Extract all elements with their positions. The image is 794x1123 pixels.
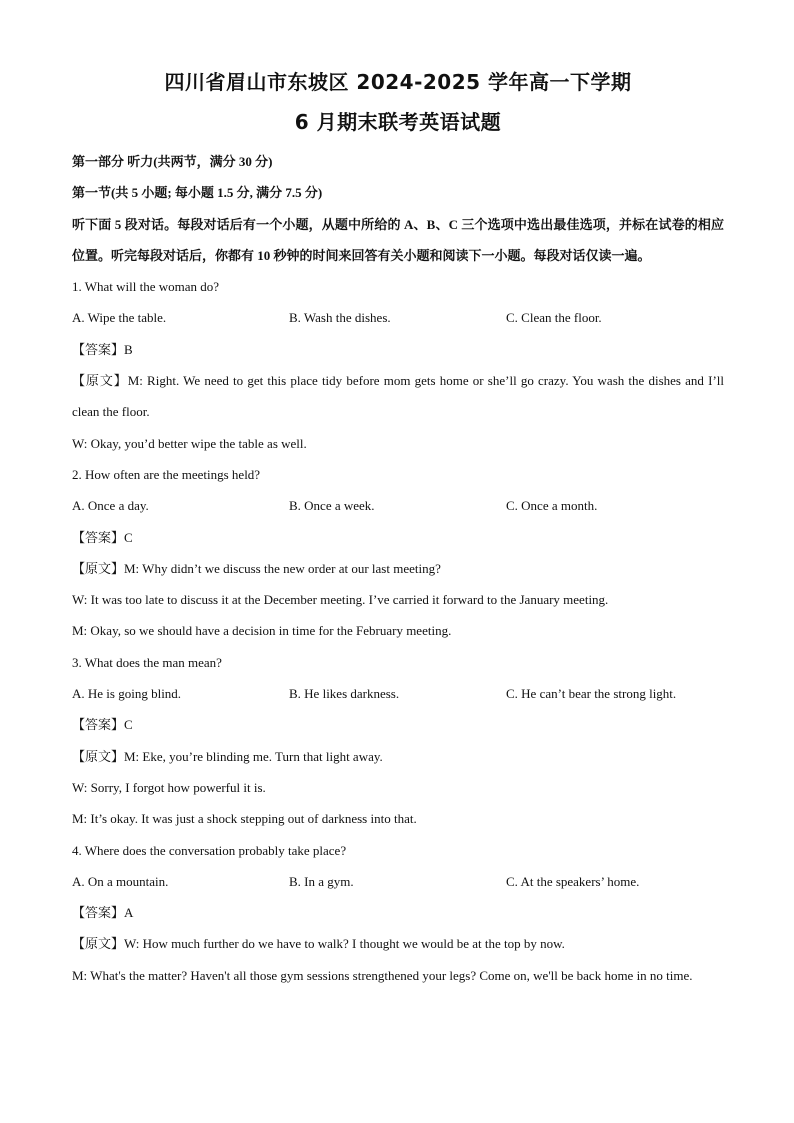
transcript-line: 【原文】W: How much further do we have to walk? I thought we would be at the top by now. [72,936,565,952]
option-a: A. On a mountain. [72,873,169,889]
transcript-line: 【原文】M: Right. We need to get this place tidy before mom gets home or she’ll go crazy. You wash the dishes and I’ll clean the floor. [72,373,724,420]
question-1: 1. What will the woman do? [72,279,220,295]
option-c: C. Once a month. [506,498,598,514]
transcript-line: M: It’s okay. It was just a shock stepping out of darkness into that. [72,811,417,827]
options-1 [72,302,724,333]
option-b: B. In a gym. [289,873,354,889]
transcript-line: W: It was too late to discuss it at the December meeting. I’ve carried it forward to the January meeting. [72,592,609,608]
option-c: C. Clean the floor. [506,310,602,326]
document-page [72,64,724,991]
title-line-2: 6 月期末联考英语试题 [294,110,502,134]
option-a: A. Wipe the table. [72,310,167,326]
transcript-line: W: Sorry, I forgot how powerful it is. [72,779,266,795]
options-2 [72,490,724,521]
section-heading: 第一节(共 5 小题; 每小题 1.5 分, 满分 7.5 分) [72,185,323,201]
answer-3: 【答案】C [72,717,133,733]
question-3: 3. What does the man mean? [72,654,222,670]
answer-1: 【答案】B [72,341,133,357]
option-a: A. Once a day. [72,498,149,514]
title-line-1: 四川省眉山市东坡区 2024-2025 学年高一下学期 [164,70,632,94]
instructions: 听下面 5 段对话。每段对话后有一个小题，从题中所给的 A、B、C 三个选项中选出最佳选项，并标在试卷的相应位置。听完每段对话后，你都有 10 秒钟的时间来回答有关小题和阅读下一小题。每段对话仅读一遍。 [72,216,724,263]
options-3 [72,678,724,709]
transcript-line: 【原文】M: Why didn’t we discuss the new order at our last meeting? [72,560,441,576]
transcript-line: 【原文】M: Eke, you’re blinding me. Turn that light away. [72,748,383,764]
options-4 [72,866,724,897]
answer-2: 【答案】C [72,529,133,545]
option-b: B. Once a week. [289,498,375,514]
transcript-line: M: What's the matter? Haven't all those gym sessions strengthened your legs? Come on, we'll be back home in no time. [72,967,693,983]
transcript-line: W: Okay, you’d better wipe the table as well. [72,435,307,451]
option-a: A. He is going blind. [72,686,182,702]
transcript-line: M: Okay, so we should have a decision in time for the February meeting. [72,623,452,639]
question-2: 2. How often are the meetings held? [72,466,261,482]
option-c: C. At the speakers’ home. [506,873,640,889]
part-heading: 第一部分 听力(共两节，满分 30 分) [72,154,273,169]
option-b: B. He likes darkness. [289,686,400,702]
question-4: 4. Where does the conversation probably take place? [72,842,347,858]
option-c: C. He can’t bear the strong light. [506,686,677,702]
answer-4: 【答案】A [72,905,134,921]
option-b: B. Wash the dishes. [289,310,391,326]
